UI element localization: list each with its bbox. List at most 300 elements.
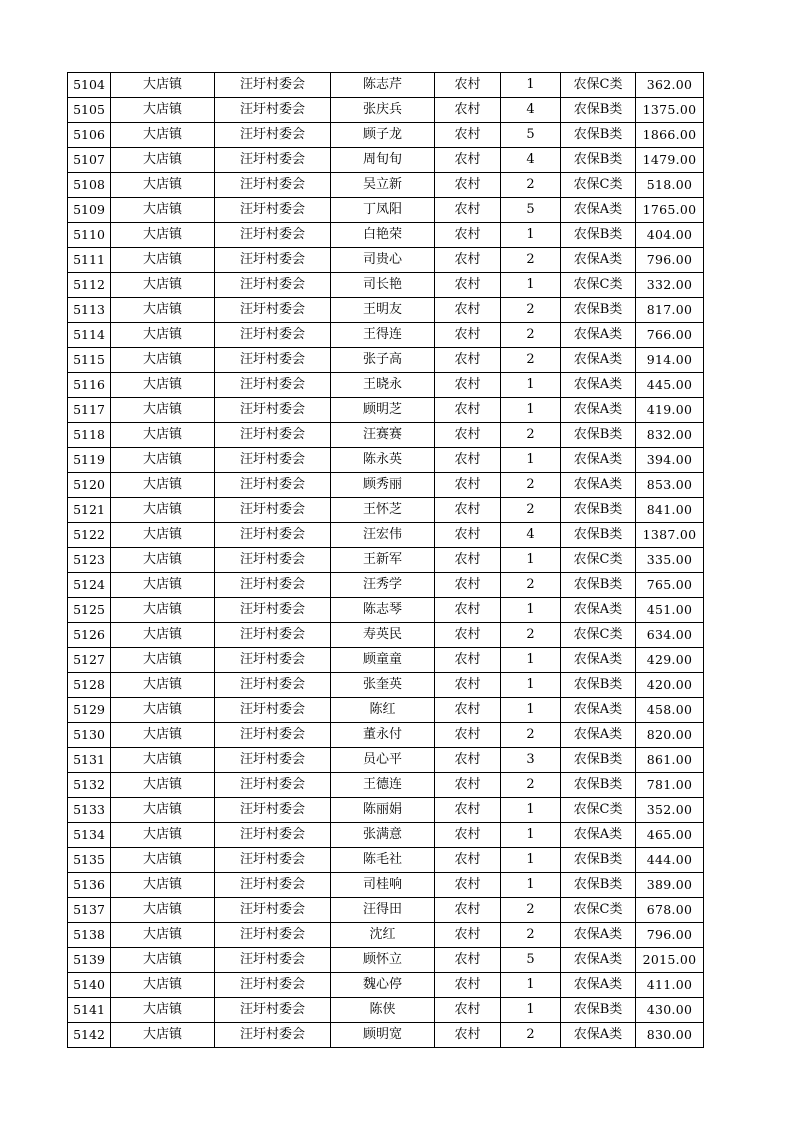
town-cell: 大店镇 [111, 873, 215, 898]
household-size-cell: 2 [501, 898, 561, 923]
area-type-cell: 农村 [435, 773, 501, 798]
record-id-cell: 5140 [68, 973, 111, 998]
table-row [68, 773, 704, 798]
category-cell: 农保B类 [561, 748, 636, 773]
household-size-cell: 5 [501, 948, 561, 973]
amount-cell: 389.00 [636, 873, 704, 898]
town-cell: 大店镇 [111, 623, 215, 648]
area-type-cell: 农村 [435, 873, 501, 898]
name-cell: 员心平 [331, 748, 435, 773]
village-committee-cell: 汪圩村委会 [215, 548, 331, 573]
category-cell: 农保B类 [561, 298, 636, 323]
category-cell: 农保B类 [561, 773, 636, 798]
amount-cell: 430.00 [636, 998, 704, 1023]
town-cell: 大店镇 [111, 973, 215, 998]
category-cell: 农保A类 [561, 198, 636, 223]
name-cell: 顾明芝 [331, 398, 435, 423]
town-cell: 大店镇 [111, 98, 215, 123]
record-id-cell: 5139 [68, 948, 111, 973]
amount-cell: 817.00 [636, 298, 704, 323]
village-committee-cell: 汪圩村委会 [215, 523, 331, 548]
amount-cell: 420.00 [636, 673, 704, 698]
name-cell: 汪宏伟 [331, 523, 435, 548]
household-size-cell: 2 [501, 573, 561, 598]
category-cell: 农保B类 [561, 423, 636, 448]
name-cell: 汪秀学 [331, 573, 435, 598]
household-size-cell: 1 [501, 73, 561, 98]
household-size-cell: 4 [501, 148, 561, 173]
village-committee-cell: 汪圩村委会 [215, 773, 331, 798]
household-size-cell: 1 [501, 223, 561, 248]
town-cell: 大店镇 [111, 923, 215, 948]
town-cell: 大店镇 [111, 648, 215, 673]
household-size-cell: 2 [501, 623, 561, 648]
village-committee-cell: 汪圩村委会 [215, 273, 331, 298]
household-size-cell: 1 [501, 673, 561, 698]
area-type-cell: 农村 [435, 848, 501, 873]
household-size-cell: 1 [501, 373, 561, 398]
table-row [68, 948, 704, 973]
category-cell: 农保B类 [561, 223, 636, 248]
amount-cell: 861.00 [636, 748, 704, 773]
village-committee-cell: 汪圩村委会 [215, 973, 331, 998]
name-cell: 王怀芝 [331, 498, 435, 523]
area-type-cell: 农村 [435, 448, 501, 473]
table-row [68, 698, 704, 723]
table-row [68, 123, 704, 148]
table-row [68, 248, 704, 273]
town-cell: 大店镇 [111, 373, 215, 398]
amount-cell: 394.00 [636, 448, 704, 473]
record-id-cell: 5116 [68, 373, 111, 398]
name-cell: 张子高 [331, 348, 435, 373]
name-cell: 王新军 [331, 548, 435, 573]
table-row [68, 898, 704, 923]
name-cell: 汪得田 [331, 898, 435, 923]
town-cell: 大店镇 [111, 448, 215, 473]
amount-cell: 820.00 [636, 723, 704, 748]
amount-cell: 853.00 [636, 473, 704, 498]
record-id-cell: 5117 [68, 398, 111, 423]
village-committee-cell: 汪圩村委会 [215, 173, 331, 198]
name-cell: 顾童童 [331, 648, 435, 673]
category-cell: 农保C类 [561, 898, 636, 923]
village-committee-cell: 汪圩村委会 [215, 623, 331, 648]
amount-cell: 465.00 [636, 823, 704, 848]
town-cell: 大店镇 [111, 598, 215, 623]
category-cell: 农保A类 [561, 248, 636, 273]
village-committee-cell: 汪圩村委会 [215, 398, 331, 423]
table-row [68, 348, 704, 373]
name-cell: 张庆兵 [331, 98, 435, 123]
record-id-cell: 5132 [68, 773, 111, 798]
record-id-cell: 5115 [68, 348, 111, 373]
amount-cell: 335.00 [636, 548, 704, 573]
town-cell: 大店镇 [111, 723, 215, 748]
record-id-cell: 5125 [68, 598, 111, 623]
village-committee-cell: 汪圩村委会 [215, 373, 331, 398]
category-cell: 农保A类 [561, 398, 636, 423]
amount-cell: 445.00 [636, 373, 704, 398]
village-committee-cell: 汪圩村委会 [215, 98, 331, 123]
name-cell: 陈毛社 [331, 848, 435, 873]
category-cell: 农保A类 [561, 348, 636, 373]
table-row [68, 873, 704, 898]
town-cell: 大店镇 [111, 323, 215, 348]
town-cell: 大店镇 [111, 423, 215, 448]
category-cell: 农保A类 [561, 1023, 636, 1048]
village-committee-cell: 汪圩村委会 [215, 198, 331, 223]
amount-cell: 429.00 [636, 648, 704, 673]
household-size-cell: 1 [501, 998, 561, 1023]
name-cell: 汪赛赛 [331, 423, 435, 448]
town-cell: 大店镇 [111, 798, 215, 823]
name-cell: 司长艳 [331, 273, 435, 298]
name-cell: 张满意 [331, 823, 435, 848]
record-id-cell: 5112 [68, 273, 111, 298]
household-size-cell: 2 [501, 423, 561, 448]
area-type-cell: 农村 [435, 948, 501, 973]
record-id-cell: 5105 [68, 98, 111, 123]
table-row [68, 198, 704, 223]
town-cell: 大店镇 [111, 198, 215, 223]
table-row [68, 848, 704, 873]
amount-cell: 1387.00 [636, 523, 704, 548]
area-type-cell: 农村 [435, 498, 501, 523]
area-type-cell: 农村 [435, 398, 501, 423]
category-cell: 农保B类 [561, 848, 636, 873]
area-type-cell: 农村 [435, 973, 501, 998]
record-id-cell: 5114 [68, 323, 111, 348]
area-type-cell: 农村 [435, 823, 501, 848]
village-committee-cell: 汪圩村委会 [215, 423, 331, 448]
village-committee-cell: 汪圩村委会 [215, 748, 331, 773]
category-cell: 农保C类 [561, 798, 636, 823]
record-id-cell: 5134 [68, 823, 111, 848]
table-row [68, 223, 704, 248]
amount-cell: 634.00 [636, 623, 704, 648]
village-committee-cell: 汪圩村委会 [215, 998, 331, 1023]
category-cell: 农保A类 [561, 723, 636, 748]
village-committee-cell: 汪圩村委会 [215, 948, 331, 973]
name-cell: 顾怀立 [331, 948, 435, 973]
area-type-cell: 农村 [435, 673, 501, 698]
amount-cell: 419.00 [636, 398, 704, 423]
category-cell: 农保B类 [561, 98, 636, 123]
record-id-cell: 5110 [68, 223, 111, 248]
category-cell: 农保B类 [561, 573, 636, 598]
record-id-cell: 5120 [68, 473, 111, 498]
name-cell: 陈丽娟 [331, 798, 435, 823]
village-committee-cell: 汪圩村委会 [215, 448, 331, 473]
table-row [68, 548, 704, 573]
table-row [68, 573, 704, 598]
name-cell: 陈侠 [331, 998, 435, 1023]
category-cell: 农保A类 [561, 923, 636, 948]
amount-cell: 518.00 [636, 173, 704, 198]
name-cell: 顾子龙 [331, 123, 435, 148]
area-type-cell: 农村 [435, 473, 501, 498]
area-type-cell: 农村 [435, 698, 501, 723]
table-row [68, 923, 704, 948]
area-type-cell: 农村 [435, 1023, 501, 1048]
record-id-cell: 5106 [68, 123, 111, 148]
record-id-cell: 5131 [68, 748, 111, 773]
village-committee-cell: 汪圩村委会 [215, 323, 331, 348]
name-cell: 张奎英 [331, 673, 435, 698]
name-cell: 周旬旬 [331, 148, 435, 173]
record-id-cell: 5124 [68, 573, 111, 598]
category-cell: 农保C类 [561, 623, 636, 648]
name-cell: 司桂响 [331, 873, 435, 898]
town-cell: 大店镇 [111, 998, 215, 1023]
village-committee-cell: 汪圩村委会 [215, 698, 331, 723]
name-cell: 沈红 [331, 923, 435, 948]
amount-cell: 2015.00 [636, 948, 704, 973]
household-size-cell: 1 [501, 398, 561, 423]
town-cell: 大店镇 [111, 823, 215, 848]
table-row [68, 148, 704, 173]
amount-cell: 458.00 [636, 698, 704, 723]
name-cell: 司贵心 [331, 248, 435, 273]
area-type-cell: 农村 [435, 148, 501, 173]
village-committee-cell: 汪圩村委会 [215, 248, 331, 273]
name-cell: 陈志芹 [331, 73, 435, 98]
category-cell: 农保C类 [561, 273, 636, 298]
record-id-cell: 5130 [68, 723, 111, 748]
household-size-cell: 2 [501, 498, 561, 523]
record-id-cell: 5107 [68, 148, 111, 173]
amount-cell: 765.00 [636, 573, 704, 598]
category-cell: 农保A类 [561, 473, 636, 498]
category-cell: 农保A类 [561, 648, 636, 673]
town-cell: 大店镇 [111, 573, 215, 598]
data-table [67, 72, 704, 1048]
area-type-cell: 农村 [435, 123, 501, 148]
village-committee-cell: 汪圩村委会 [215, 473, 331, 498]
table-row [68, 398, 704, 423]
category-cell: 农保B类 [561, 498, 636, 523]
household-size-cell: 2 [501, 1023, 561, 1048]
household-size-cell: 2 [501, 723, 561, 748]
household-size-cell: 1 [501, 698, 561, 723]
household-size-cell: 2 [501, 348, 561, 373]
area-type-cell: 农村 [435, 898, 501, 923]
name-cell: 陈红 [331, 698, 435, 723]
household-size-cell: 4 [501, 98, 561, 123]
category-cell: 农保B类 [561, 523, 636, 548]
table-row [68, 273, 704, 298]
category-cell: 农保C类 [561, 73, 636, 98]
town-cell: 大店镇 [111, 773, 215, 798]
village-committee-cell: 汪圩村委会 [215, 723, 331, 748]
table-row [68, 623, 704, 648]
household-size-cell: 1 [501, 848, 561, 873]
area-type-cell: 农村 [435, 198, 501, 223]
name-cell: 陈永英 [331, 448, 435, 473]
name-cell: 寿英民 [331, 623, 435, 648]
amount-cell: 332.00 [636, 273, 704, 298]
record-id-cell: 5119 [68, 448, 111, 473]
category-cell: 农保B类 [561, 998, 636, 1023]
village-committee-cell: 汪圩村委会 [215, 498, 331, 523]
amount-cell: 1765.00 [636, 198, 704, 223]
category-cell: 农保A类 [561, 448, 636, 473]
name-cell: 王明友 [331, 298, 435, 323]
amount-cell: 352.00 [636, 798, 704, 823]
amount-cell: 781.00 [636, 773, 704, 798]
name-cell: 董永付 [331, 723, 435, 748]
household-size-cell: 2 [501, 923, 561, 948]
village-committee-cell: 汪圩村委会 [215, 648, 331, 673]
table-row [68, 1023, 704, 1048]
household-size-cell: 2 [501, 248, 561, 273]
village-committee-cell: 汪圩村委会 [215, 223, 331, 248]
category-cell: 农保A类 [561, 823, 636, 848]
town-cell: 大店镇 [111, 898, 215, 923]
household-size-cell: 2 [501, 298, 561, 323]
household-size-cell: 2 [501, 323, 561, 348]
record-id-cell: 5137 [68, 898, 111, 923]
area-type-cell: 农村 [435, 223, 501, 248]
village-committee-cell: 汪圩村委会 [215, 573, 331, 598]
area-type-cell: 农村 [435, 348, 501, 373]
amount-cell: 832.00 [636, 423, 704, 448]
category-cell: 农保A类 [561, 323, 636, 348]
town-cell: 大店镇 [111, 123, 215, 148]
town-cell: 大店镇 [111, 498, 215, 523]
town-cell: 大店镇 [111, 848, 215, 873]
name-cell: 吴立新 [331, 173, 435, 198]
record-id-cell: 5129 [68, 698, 111, 723]
table-row [68, 823, 704, 848]
table-row [68, 998, 704, 1023]
town-cell: 大店镇 [111, 173, 215, 198]
category-cell: 农保B类 [561, 873, 636, 898]
record-id-cell: 5121 [68, 498, 111, 523]
village-committee-cell: 汪圩村委会 [215, 923, 331, 948]
town-cell: 大店镇 [111, 398, 215, 423]
category-cell: 农保B类 [561, 148, 636, 173]
household-size-cell: 1 [501, 548, 561, 573]
name-cell: 陈志琴 [331, 598, 435, 623]
record-id-cell: 5123 [68, 548, 111, 573]
amount-cell: 1375.00 [636, 98, 704, 123]
village-committee-cell: 汪圩村委会 [215, 123, 331, 148]
record-id-cell: 5136 [68, 873, 111, 898]
record-id-cell: 5141 [68, 998, 111, 1023]
village-committee-cell: 汪圩村委会 [215, 798, 331, 823]
household-size-cell: 3 [501, 748, 561, 773]
category-cell: 农保B类 [561, 123, 636, 148]
table-row [68, 323, 704, 348]
town-cell: 大店镇 [111, 248, 215, 273]
town-cell: 大店镇 [111, 73, 215, 98]
table-row [68, 498, 704, 523]
village-committee-cell: 汪圩村委会 [215, 823, 331, 848]
village-committee-cell: 汪圩村委会 [215, 73, 331, 98]
household-size-cell: 1 [501, 273, 561, 298]
table-row [68, 373, 704, 398]
household-size-cell: 1 [501, 448, 561, 473]
name-cell: 魏心停 [331, 973, 435, 998]
name-cell: 顾秀丽 [331, 473, 435, 498]
amount-cell: 444.00 [636, 848, 704, 873]
record-id-cell: 5127 [68, 648, 111, 673]
town-cell: 大店镇 [111, 298, 215, 323]
household-size-cell: 2 [501, 173, 561, 198]
amount-cell: 830.00 [636, 1023, 704, 1048]
village-committee-cell: 汪圩村委会 [215, 898, 331, 923]
record-id-cell: 5128 [68, 673, 111, 698]
area-type-cell: 农村 [435, 323, 501, 348]
area-type-cell: 农村 [435, 798, 501, 823]
household-size-cell: 2 [501, 473, 561, 498]
name-cell: 顾明宽 [331, 1023, 435, 1048]
amount-cell: 796.00 [636, 923, 704, 948]
town-cell: 大店镇 [111, 273, 215, 298]
name-cell: 丁凤阳 [331, 198, 435, 223]
table-row [68, 98, 704, 123]
town-cell: 大店镇 [111, 223, 215, 248]
area-type-cell: 农村 [435, 98, 501, 123]
town-cell: 大店镇 [111, 698, 215, 723]
town-cell: 大店镇 [111, 348, 215, 373]
amount-cell: 1479.00 [636, 148, 704, 173]
area-type-cell: 农村 [435, 523, 501, 548]
table-row [68, 473, 704, 498]
village-committee-cell: 汪圩村委会 [215, 298, 331, 323]
record-id-cell: 5118 [68, 423, 111, 448]
village-committee-cell: 汪圩村委会 [215, 1023, 331, 1048]
household-size-cell: 1 [501, 873, 561, 898]
area-type-cell: 农村 [435, 548, 501, 573]
amount-cell: 914.00 [636, 348, 704, 373]
category-cell: 农保A类 [561, 948, 636, 973]
area-type-cell: 农村 [435, 998, 501, 1023]
town-cell: 大店镇 [111, 748, 215, 773]
category-cell: 农保A类 [561, 973, 636, 998]
area-type-cell: 农村 [435, 373, 501, 398]
record-id-cell: 5133 [68, 798, 111, 823]
table-row [68, 173, 704, 198]
amount-cell: 841.00 [636, 498, 704, 523]
name-cell: 白艳荣 [331, 223, 435, 248]
table-row [68, 648, 704, 673]
table-row [68, 73, 704, 98]
town-cell: 大店镇 [111, 473, 215, 498]
name-cell: 王德连 [331, 773, 435, 798]
village-committee-cell: 汪圩村委会 [215, 673, 331, 698]
table-row [68, 973, 704, 998]
household-size-cell: 1 [501, 648, 561, 673]
category-cell: 农保A类 [561, 598, 636, 623]
village-committee-cell: 汪圩村委会 [215, 148, 331, 173]
record-id-cell: 5108 [68, 173, 111, 198]
area-type-cell: 农村 [435, 248, 501, 273]
record-id-cell: 5104 [68, 73, 111, 98]
record-id-cell: 5138 [68, 923, 111, 948]
village-committee-cell: 汪圩村委会 [215, 598, 331, 623]
town-cell: 大店镇 [111, 148, 215, 173]
household-size-cell: 1 [501, 973, 561, 998]
record-id-cell: 5111 [68, 248, 111, 273]
table-row [68, 448, 704, 473]
area-type-cell: 农村 [435, 73, 501, 98]
area-type-cell: 农村 [435, 723, 501, 748]
amount-cell: 1866.00 [636, 123, 704, 148]
town-cell: 大店镇 [111, 948, 215, 973]
